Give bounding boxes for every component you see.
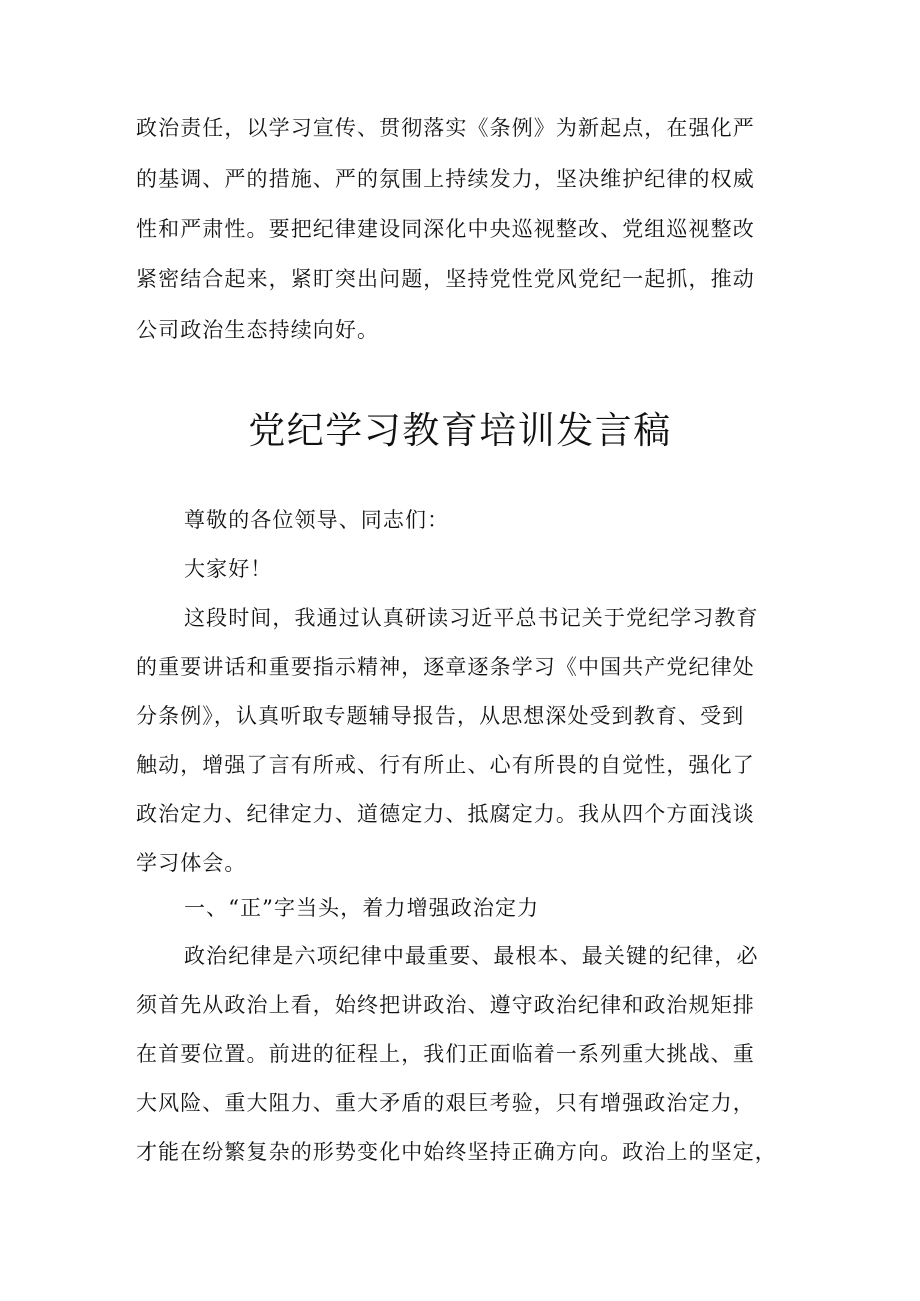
section-1-line-2: 须首先从政治上看，始终把讲政治、遵守政治纪律和政治规矩排 xyxy=(136,993,755,1017)
section-1-heading: 一、“正”字当头，着力增强政治定力 xyxy=(184,896,540,920)
section-1-line-3: 在首要位置。前进的征程上，我们正面临着一系列重大挑战、重 xyxy=(136,1042,755,1066)
intro-line-6: 学习体会。 xyxy=(136,851,247,875)
section-1-line-1: 政治纪律是六项纪律中最重要、最根本、最关键的纪律，必 xyxy=(184,944,759,968)
continuation-line-3: 性和严肃性。要把纪律建设同深化中央巡视整改、党组巡视整改 xyxy=(136,217,755,241)
intro-line-3: 分条例》，认真听取专题辅导报告，从思想深处受到教育、受到 xyxy=(136,704,745,728)
intro-line-2: 的重要讲话和重要指示精神，逐章逐条学习《中国共产党纪律处 xyxy=(136,655,755,679)
section-1-line-4: 大风险、重大阻力、重大矛盾的艰巨考验，只有增强政治定力， xyxy=(136,1091,755,1115)
intro-line-4: 触动，增强了言有所戒、行有所止、心有所畏的自觉性，强化了 xyxy=(136,753,755,777)
document-title: 党纪学习教育培训发言稿 xyxy=(248,409,672,452)
continuation-line-5: 公司政治生态持续向好。 xyxy=(136,318,380,342)
salutation: 尊敬的各位领导、同志们： xyxy=(184,508,450,532)
continuation-line-4: 紧密结合起来，紧盯突出问题，坚持党性党风党纪一起抓，推动 xyxy=(136,267,755,291)
continuation-line-1: 政治责任，以学习宣传、贯彻落实《条例》为新起点，在强化严 xyxy=(136,116,755,140)
intro-line-5: 政治定力、纪律定力、道德定力、抵腐定力。我从四个方面浅谈 xyxy=(136,802,755,826)
continuation-line-2: 的基调、严的措施、严的氛围上持续发力，坚决维护纪律的权威 xyxy=(136,167,755,191)
section-1-line-5: 才能在纷繁复杂的形势变化中始终坚持正确方向。政治上的坚定， xyxy=(136,1140,777,1164)
greeting: 大家好！ xyxy=(184,557,273,581)
intro-line-1: 这段时间，我通过认真研读习近平总书记关于党纪学习教育 xyxy=(184,606,759,630)
